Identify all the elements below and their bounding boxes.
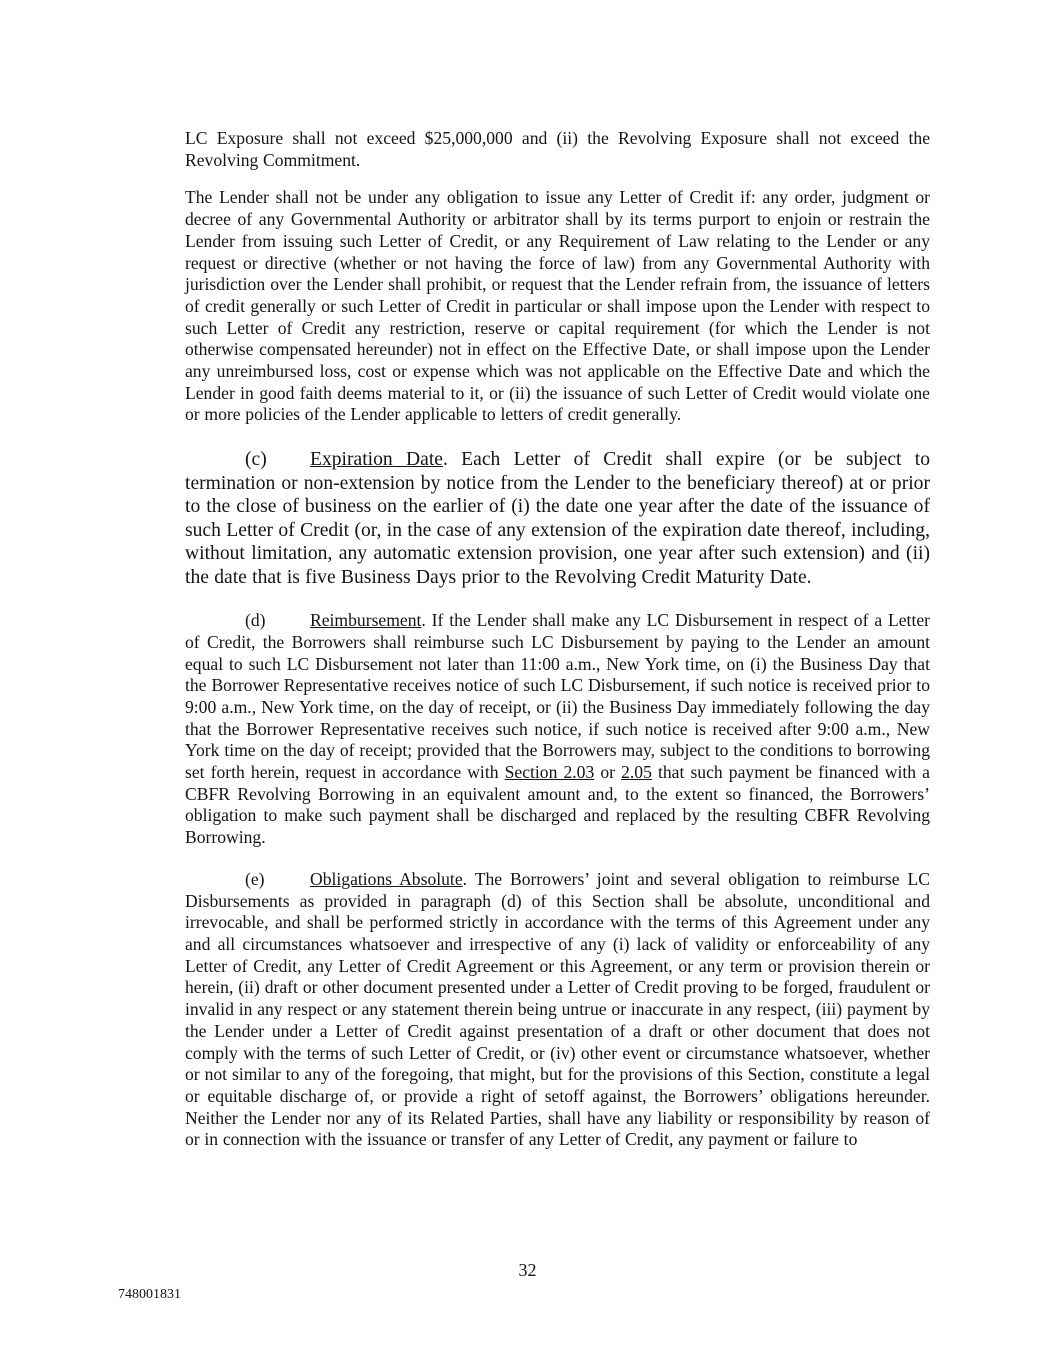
clause-d-body-part-1: . If the Lender shall make any LC Disbursement in respect of a Letter of Credit, the Borrowers shall reimburse such LC Disbursement by paying to the Lender an amount equal to such LC Disbursement not later than 11:00 a.m., New York time, on (i) the Business Day that the Borrower Representative receives notice of such LC Disbursement, if such notice is received prior to 9:00 a.m., New York time, on the day of receipt, or (ii) the Business Day immediately following the day that the Borrower Representative receives such notice, if such notice is received after 9:00 a.m., New York time on the day of receipt; provided that the Borrowers may, subject to the conditions to borrowing set forth herein, request in accordance with [185,610,930,783]
clause-d-body-part-2: or [594,762,622,783]
clause-heading-expiration-date: Expiration Date [310,449,443,471]
clause-letter-e: (e) [245,868,265,889]
section-2-05-reference: 2.05 [621,762,652,783]
paragraph-d-reimbursement [185,610,930,849]
document-body [185,128,930,1151]
page-number: 32 [518,1260,537,1280]
clause-d-body-part-3: that such payment be financed with a CBFR Revolving Borrowing in an equivalent amount and, to the extent so financed, the Borrowers’ obligation to make such payment shall be discharged and replaced by the resulting CBFR Revolving Borrowing. [185,762,930,848]
clause-letter-c: (c) [245,449,267,471]
paragraph-e-obligations-absolute [185,869,930,1151]
paragraph-lender-not-obligated: The Lender shall not be under any obligation to issue any Letter of Credit if: any order, judgment or decree of any Governmental Authority or arbitrator shall by its terms purport to enjoin or restrain the Lender from issuing such Letter of Credit, or any Requirement of Law relating to the Lender or any request or directive (whether or not having the force of law) from any Governmental Authority with jurisdiction over the Lender shall prohibit, or request that the Lender refrain from, the issuance of letters of credit generally or such Letter of Credit in particular or shall impose upon the Lender with respect to such Letter of Credit any restriction, reserve or capital requirement (for which the Lender is not otherwise compensated hereunder) not in effect on the Effective Date, or shall impose upon the Lender any unreimbursed loss, cost or expense which was not applicable on the Effective Date and which the Lender in good faith deems material to it, or (ii) the issuance of such Letter of Credit would violate one or more policies of the Lender applicable to letters of credit generally. [185,187,930,425]
paragraph-lc-exposure-continuation: LC Exposure shall not exceed $25,000,000 and (ii) the Revolving Exposure shall not exceed the Revolving Commitment. [185,128,930,170]
document-control-number: 748001831 [118,1287,181,1302]
section-2-03-reference: Section 2.03 [504,762,595,783]
clause-heading-reimbursement: Reimbursement [310,610,422,631]
clause-heading-obligations-absolute: Obligations Absolute [310,868,463,889]
clause-letter-d: (d) [245,610,266,631]
paragraph-c-expiration-date [185,448,930,589]
clause-c-body: . Each Letter of Credit shall expire (or be subject to termination or non-extension by notice from the Lender to the beneficiary thereof) at or prior to the close of business on the earlier of (i) the date one year after the date of the issuance of such Letter of Credit (or, in the case of any extension of the expiration date thereof, including, without limitation, any automatic extension provision, one year after such extension) and (ii) the date that is five Business Days prior to the Revolving Credit Maturity Date. [185,449,930,588]
clause-e-body: . The Borrowers’ joint and several obligation to reimburse LC Disbursements as provided in paragraph (d) of this Section shall be absolute, unconditional and irrevocable, and shall be performed strictly in accordance with the terms of this Agreement under any and all circumstances whatsoever and irrespective of any (i) lack of validity or enforceability of any Letter of Credit, any Letter of Credit Agreement or this Agreement, or any term or provision therein or herein, (ii) draft or other document presented under a Letter of Credit proving to be forged, fraudulent or invalid in any respect or any statement therein being untrue or inaccurate in any respect, (iii) payment by the Lender under a Letter of Credit against presentation of a draft or other document that does not comply with the terms of such Letter of Credit, or (iv) other event or circumstance whatsoever, whether or not similar to any of the foregoing, that might, but for the provisions of this Section, constitute a legal or equitable discharge of, or provide a right of setoff against, the Borrowers’ obligations hereunder. Neither the Lender nor any of its Related Parties, shall have any liability or responsibility by reason of or in connection with the issuance or transfer of any Letter of Credit, any payment or failure to [185,868,930,1150]
